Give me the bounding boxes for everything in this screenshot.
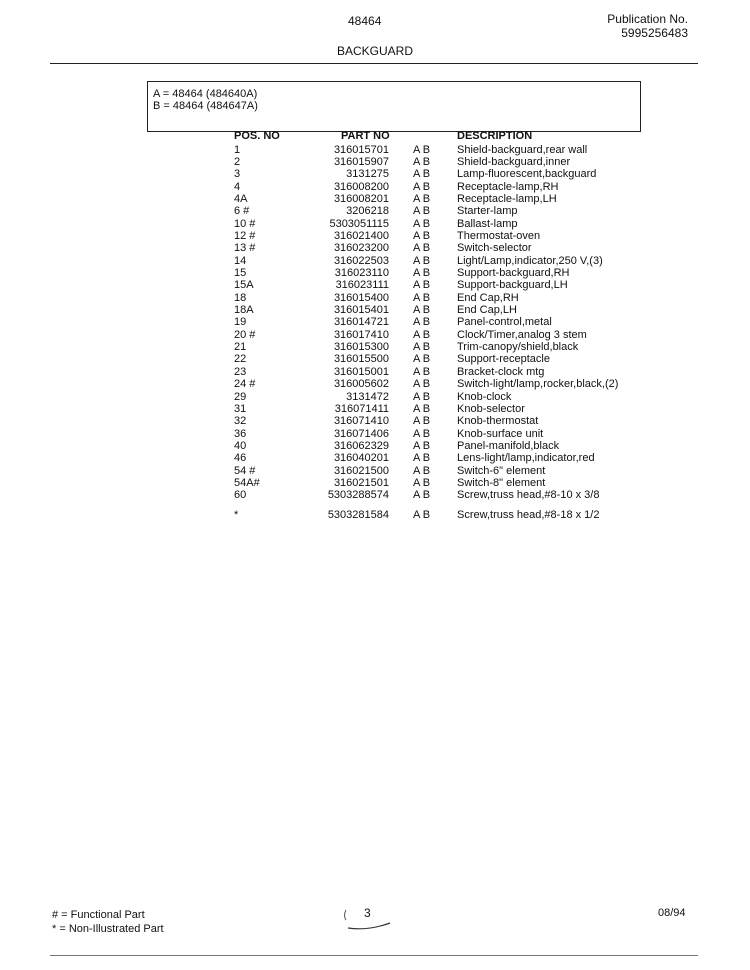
table-row	[0, 181, 750, 193]
column-header-part: PART NO	[341, 130, 390, 142]
header-divider	[50, 63, 698, 64]
description-cell: Switch-light/lamp,rocker,black,(2)	[457, 378, 619, 391]
part-number-cell: 316040201	[333, 452, 389, 465]
part-number-cell: 316021501	[333, 476, 389, 489]
table-row	[0, 391, 750, 403]
table-row	[0, 205, 750, 217]
model-applicability-cell: A B	[413, 192, 431, 205]
model-number: 48464	[348, 14, 382, 28]
part-number-cell: 316005602	[333, 378, 389, 391]
description-cell: Lens-light/lamp,indicator,red	[457, 452, 595, 465]
column-header-pos: POS. NO	[234, 130, 280, 142]
description-cell: Shield-backguard,rear wall	[457, 143, 588, 156]
description-cell: Ballast-lamp	[457, 217, 518, 230]
table-row	[0, 415, 750, 427]
description-cell: Screw,truss head,#8-18 x 1/2	[457, 509, 600, 521]
column-header-description: DESCRIPTION	[457, 130, 533, 142]
description-cell: Starter-lamp	[457, 205, 518, 218]
description-cell: Knob-surface unit	[457, 427, 544, 440]
description-cell: Shield-backguard,inner	[457, 155, 571, 168]
pos-cell: 13 #	[234, 242, 256, 255]
description-cell: Support-backguard,LH	[457, 279, 568, 292]
description-cell: Panel-manifold,black	[457, 439, 560, 452]
description-cell: Trim-canopy/shield,black	[457, 341, 579, 354]
pos-cell: 4A	[234, 192, 248, 205]
table-row	[0, 230, 750, 242]
model-applicability-cell: A B	[413, 489, 431, 502]
description-cell: Switch-selector	[457, 242, 532, 255]
pos-cell: 2	[234, 155, 241, 168]
table-row	[0, 489, 750, 501]
model-applicability-cell: A B	[413, 254, 431, 267]
table-row	[0, 304, 750, 316]
publication-number: 5995256483	[621, 26, 688, 40]
part-number-cell: 316008201	[333, 192, 389, 205]
description-cell: Clock/Timer,analog 3 stem	[457, 328, 587, 341]
part-number-cell: 3206218	[346, 205, 389, 218]
pos-cell: 20 #	[234, 328, 256, 341]
description-cell: Support-receptacle	[457, 353, 550, 366]
table-row	[0, 168, 750, 180]
table-row	[0, 509, 750, 521]
model-applicability-cell: A B	[413, 476, 431, 489]
description-cell: Panel-control,metal	[457, 316, 552, 329]
table-row	[0, 465, 750, 477]
section-title: BACKGUARD	[337, 44, 414, 58]
description-cell: Switch-8" element	[457, 476, 546, 489]
pos-cell: 40	[234, 439, 247, 452]
part-number-cell: 316071410	[333, 415, 389, 428]
model-applicability-cell: A B	[413, 316, 431, 329]
table-row	[0, 267, 750, 279]
model-applicability-cell: A B	[413, 402, 431, 415]
table-row	[0, 353, 750, 365]
pos-cell: 18	[234, 291, 247, 304]
part-number-cell: 316015400	[333, 291, 389, 304]
model-applicability-cell: A B	[413, 365, 431, 378]
table-row	[0, 316, 750, 328]
footnote-non-illustrated: * = Non-Illustrated Part	[52, 923, 164, 935]
page-number: 3	[364, 906, 371, 920]
part-number-cell: 3131275	[346, 168, 389, 181]
description-cell: Receptacle-lamp,LH	[457, 192, 557, 205]
table-row	[0, 279, 750, 291]
revision-date: 08/94	[658, 907, 686, 919]
part-number-cell: 316021500	[333, 464, 389, 477]
model-applicability-cell: A B	[413, 217, 431, 230]
table-row	[0, 156, 750, 168]
pos-cell: 22	[234, 353, 247, 366]
description-cell: Thermostat-oven	[457, 229, 541, 242]
table-row	[0, 378, 750, 390]
description-cell: Lamp-fluorescent,backguard	[457, 168, 597, 181]
table-row	[0, 218, 750, 230]
table-row	[0, 329, 750, 341]
pos-cell: 15A	[234, 279, 254, 292]
description-cell: End Cap,RH	[457, 291, 519, 304]
part-number-cell: 316015300	[333, 341, 389, 354]
pos-cell: 21	[234, 341, 247, 354]
part-number-cell: 316015907	[333, 155, 389, 168]
model-applicability-cell: A B	[413, 291, 431, 304]
model-applicability-cell: A B	[413, 328, 431, 341]
description-cell: End Cap,LH	[457, 304, 517, 317]
model-applicability-cell: A B	[413, 378, 431, 391]
part-number-cell: 316062329	[333, 439, 389, 452]
model-applicability-cell: A B	[413, 168, 431, 181]
page-scribble-mark	[340, 904, 400, 934]
table-row	[0, 292, 750, 304]
pos-cell: 18A	[234, 304, 254, 317]
description-cell: Switch-6" element	[457, 464, 546, 477]
pos-cell: 24 #	[234, 378, 256, 391]
part-number-cell: 316015701	[333, 143, 389, 156]
table-row	[0, 403, 750, 415]
model-applicability-cell: A B	[413, 279, 431, 292]
model-applicability-cell: A B	[413, 229, 431, 242]
part-number-cell: 316023110	[334, 267, 389, 279]
table-row	[0, 428, 750, 440]
part-number-cell: 316015500	[333, 353, 389, 366]
model-applicability-cell: A B	[413, 439, 431, 452]
part-number-cell: 3131472	[346, 390, 389, 403]
description-cell: Bracket-clock mtg	[457, 365, 545, 378]
pos-cell: 1	[234, 143, 241, 156]
pos-cell: 32	[234, 415, 247, 428]
pos-cell: *	[234, 509, 239, 521]
pos-cell: 14	[234, 254, 247, 267]
pos-cell: 23	[234, 365, 247, 378]
description-cell: Knob-clock	[457, 390, 512, 403]
model-applicability-cell: A B	[413, 180, 431, 193]
part-number-cell: 316015001	[333, 365, 389, 378]
table-row	[0, 144, 750, 156]
model-applicability-cell: A B	[413, 415, 431, 428]
pos-cell: 54 #	[234, 464, 256, 477]
description-cell: Support-backguard,RH	[457, 267, 570, 279]
model-applicability-cell: A B	[413, 155, 431, 168]
part-number-cell: 316015401	[333, 304, 389, 317]
model-applicability-cell: A B	[413, 390, 431, 403]
description-cell: Light/Lamp,indicator,250 V,(3)	[457, 254, 603, 267]
description-cell: Screw,truss head,#8-10 x 3/8	[457, 489, 600, 502]
model-applicability-cell: A B	[413, 267, 431, 279]
table-row	[0, 366, 750, 378]
footer-divider	[50, 955, 698, 956]
table-row	[0, 452, 750, 464]
pos-cell: 4	[234, 180, 241, 193]
pos-cell: 15	[234, 267, 247, 279]
model-applicability-cell: A B	[413, 143, 431, 156]
model-applicability-cell: A B	[413, 464, 431, 477]
part-number-cell: 5303288574	[327, 489, 389, 502]
part-number-cell: 316071406	[333, 427, 389, 440]
table-row	[0, 242, 750, 254]
model-applicability-cell: A B	[413, 341, 431, 354]
pos-cell: 60	[234, 489, 247, 502]
model-applicability-cell: A B	[413, 452, 431, 465]
description-cell: Receptacle-lamp,RH	[457, 180, 559, 193]
model-applicability-cell: A B	[413, 205, 431, 218]
pos-cell: 36	[234, 427, 247, 440]
model-applicability-cell: A B	[413, 304, 431, 317]
part-number-cell: 316023200	[333, 242, 389, 255]
part-number-cell: 316022503	[333, 254, 389, 267]
description-cell: Knob-selector	[457, 402, 525, 415]
pos-cell: 54A#	[234, 476, 260, 489]
part-number-cell: 5303051115	[329, 217, 389, 230]
part-number-cell: 5303281584	[327, 509, 389, 521]
table-row	[0, 440, 750, 452]
table-row	[0, 255, 750, 267]
pos-cell: 31	[234, 402, 247, 415]
table-row	[0, 477, 750, 489]
description-cell: Knob-thermostat	[457, 415, 539, 428]
part-number-cell: 316008200	[333, 180, 389, 193]
pos-cell: 19	[234, 316, 247, 329]
part-number-cell: 316021400	[333, 229, 389, 242]
model-applicability-cell: A B	[413, 242, 431, 255]
model-applicability-cell: A B	[413, 509, 431, 521]
legend-line-b: B = 48464 (484647A)	[153, 100, 258, 112]
pos-cell: 29	[234, 390, 247, 403]
pos-cell: 12 #	[234, 229, 256, 242]
part-number-cell: 316017410	[333, 328, 389, 341]
pos-cell: 46	[234, 452, 247, 465]
pos-cell: 10 #	[234, 217, 256, 230]
table-row	[0, 341, 750, 353]
model-applicability-cell: A B	[413, 353, 431, 366]
model-applicability-cell: A B	[413, 427, 431, 440]
part-number-cell: 316014721	[333, 316, 389, 329]
pos-cell: 3	[234, 168, 241, 181]
publication-block	[607, 12, 688, 40]
part-number-cell: 316023111	[335, 279, 389, 292]
pos-cell: 6 #	[234, 205, 250, 218]
publication-label: Publication No.	[607, 12, 688, 26]
footnote-functional: # = Functional Part	[52, 909, 145, 921]
part-number-cell: 316071411	[334, 402, 389, 415]
legend-line-a: A = 48464 (484640A)	[153, 88, 258, 100]
table-row	[0, 193, 750, 205]
model-legend-box	[147, 81, 641, 132]
